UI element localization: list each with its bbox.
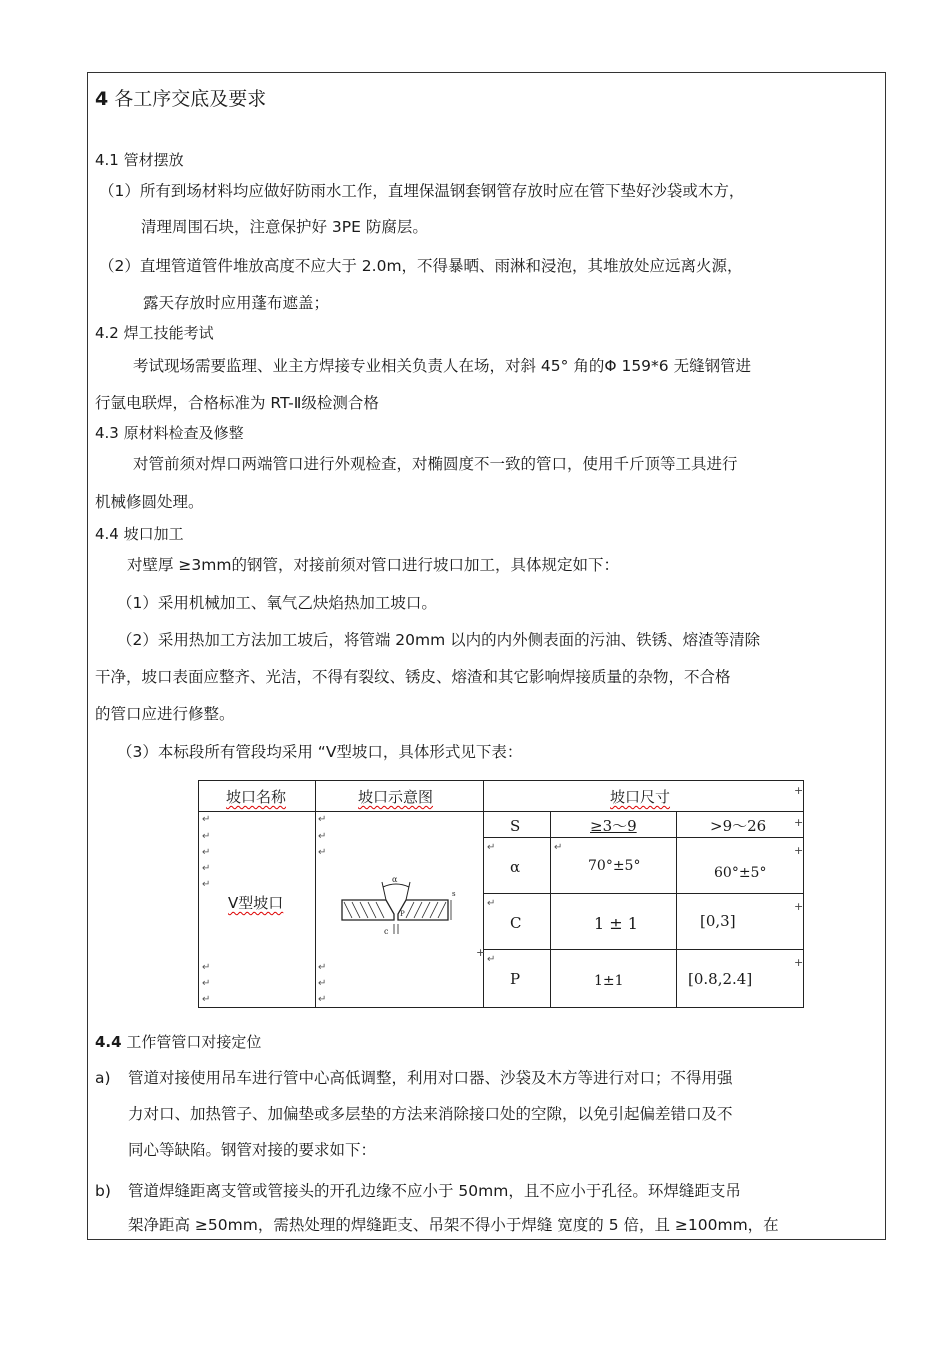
paragraph-4-2b: 行氩电联焊，合格标准为 RT-Ⅱ级检测合格 bbox=[95, 394, 379, 412]
list-marker-b: b) bbox=[95, 1182, 111, 1200]
subsection-title-4-1: 4.1 管材摆放 bbox=[95, 151, 184, 169]
para-mark: ↵ bbox=[318, 962, 327, 973]
table-edge-mark: + bbox=[794, 900, 804, 913]
para-mark: ↵ bbox=[318, 847, 327, 858]
table-edge-mark: + bbox=[476, 946, 486, 959]
subsection-title-4-4b bbox=[95, 1032, 261, 1052]
paragraph-a2: 力对口、加热管子、加偏垫或多层垫的方法来消除接口处的空隙，以免引起偏差错口及不 bbox=[128, 1105, 733, 1123]
para-mark: ↵ bbox=[554, 842, 563, 853]
paragraph-4-4-intro: 对壁厚 ≥3mm的钢管，对接前须对管口进行坡口加工，具体规定如下： bbox=[127, 556, 619, 574]
para-mark: ↵ bbox=[202, 847, 211, 858]
diagram-label-s: s bbox=[452, 890, 456, 898]
subsection-number: 4.4 bbox=[95, 1033, 122, 1051]
v-groove-diagram bbox=[336, 876, 456, 940]
para-mark: ↵ bbox=[202, 831, 211, 842]
paragraph-4-3a: 对管前须对焊口两端管口进行外观检查，对椭圆度不一致的管口，使用千斤顶等工具进行 bbox=[133, 455, 738, 473]
table-header-diagram: 坡口示意图 bbox=[358, 788, 434, 806]
section-heading bbox=[95, 89, 266, 109]
section-title: 各工序交底及要求 bbox=[114, 88, 267, 110]
paragraph-4-1-2a: （2）直埋管道管件堆放高度不应大于 2.0m，不得暴晒、雨淋和浸泡，其堆放处应远离火源， bbox=[99, 257, 743, 275]
value-p-b: [0.8,2.4] bbox=[688, 970, 753, 988]
table-edge-mark: + bbox=[794, 784, 804, 797]
paragraph-4-4-item2a: （2）采用热加工方法加工坡后，将管端 20mm 以内的内外侧表面的污油、铁锈、熔渣等清除 bbox=[117, 631, 761, 649]
param-c: C bbox=[510, 914, 522, 932]
subsection-title-4-4: 4.4 坡口加工 bbox=[95, 525, 184, 543]
value-c-b: [0,3] bbox=[700, 912, 736, 930]
param-alpha: α bbox=[510, 858, 521, 876]
value-s-a: ≥3～9 bbox=[590, 817, 637, 835]
table-header-size: 坡口尺寸 bbox=[610, 788, 671, 806]
paragraph-4-1-2b: 露天存放时应用蓬布遮盖； bbox=[143, 294, 330, 312]
paragraph-4-3b: 机械修圆处理。 bbox=[95, 493, 204, 511]
para-mark: ↵ bbox=[202, 879, 211, 890]
param-p: P bbox=[510, 970, 521, 988]
section-number: 4 bbox=[95, 88, 109, 110]
paragraph-4-4-item2c: 的管口应进行修整。 bbox=[95, 705, 235, 723]
diagram-label-c: c bbox=[384, 927, 389, 936]
list-marker-a: a) bbox=[95, 1069, 111, 1087]
paragraph-a3: 同心等缺陷。钢管对接的要求如下： bbox=[128, 1141, 377, 1159]
paragraph-4-1-1a: （1）所有到场材料均应做好防雨水工作，直埋保温钢套钢管存放时应在管下垫好沙袋或木方， bbox=[99, 182, 745, 200]
table-header-name: 坡口名称 bbox=[226, 788, 287, 806]
para-mark: ↵ bbox=[487, 954, 496, 965]
value-c-a: 1 ± 1 bbox=[594, 914, 638, 933]
paragraph-4-4-item3: （3）本标段所有管段均采用 “V型坡口，具体形式见下表： bbox=[117, 743, 523, 761]
para-mark: ↵ bbox=[202, 978, 211, 989]
diagram-label-p: P bbox=[400, 910, 405, 918]
subsection-title-text: 工作管管口对接定位 bbox=[126, 1033, 262, 1051]
value-s-b: >9～26 bbox=[710, 817, 767, 835]
groove-table bbox=[198, 780, 804, 1008]
groove-name: V型坡口 bbox=[228, 894, 284, 912]
table-edge-mark: + bbox=[794, 956, 804, 969]
para-mark: ↵ bbox=[318, 831, 327, 842]
para-mark: ↵ bbox=[202, 814, 211, 825]
document-frame bbox=[87, 72, 886, 1240]
paragraph-4-2a: 考试现场需要监理、业主方焊接专业相关负责人在场，对斜 45° 角的Φ 159*6 无缝钢管进 bbox=[133, 357, 752, 375]
subsection-title-4-3: 4.3 原材料检查及修整 bbox=[95, 424, 244, 442]
para-mark: ↵ bbox=[318, 814, 327, 825]
para-mark: ↵ bbox=[318, 994, 327, 1005]
paragraph-b1: 管道焊缝距离支管或管接头的开孔边缘不应小于 50mm，且不应小于孔径。环焊缝距支吊 bbox=[128, 1182, 741, 1200]
paragraph-a1: 管道对接使用吊车进行管中心高低调整，利用对口器、沙袋及木方等进行对口；不得用强 bbox=[128, 1069, 733, 1087]
para-mark: ↵ bbox=[318, 978, 327, 989]
param-s: S bbox=[510, 817, 521, 835]
table-edge-mark: + bbox=[794, 844, 804, 857]
value-alpha-a: 70°±5° bbox=[588, 858, 641, 874]
table-edge-mark: + bbox=[794, 816, 804, 829]
paragraph-4-4-item2b: 干净，坡口表面应整齐、光洁，不得有裂纹、锈皮、熔渣和其它影响焊接质量的杂物，不合格 bbox=[95, 668, 731, 686]
para-mark: ↵ bbox=[202, 863, 211, 874]
para-mark: ↵ bbox=[202, 994, 211, 1005]
paragraph-4-1-1b: 清理周围石块，注意保护好 3PE 防腐层。 bbox=[141, 218, 428, 236]
para-mark: ↵ bbox=[202, 962, 211, 973]
subsection-title-4-2: 4.2 焊工技能考试 bbox=[95, 324, 214, 342]
diagram-label-alpha: α bbox=[392, 876, 398, 884]
value-alpha-b: 60°±5° bbox=[714, 865, 767, 881]
paragraph-b2: 架净距高 ≥50mm，需热处理的焊缝距支、吊架不得小于焊缝 宽度的 5 倍，且 ≥100mm，在 bbox=[128, 1216, 779, 1234]
para-mark: ↵ bbox=[487, 842, 496, 853]
value-p-a: 1±1 bbox=[594, 973, 624, 989]
paragraph-4-4-item1: （1）采用机械加工、氧气乙炔焰热加工坡口。 bbox=[117, 594, 437, 612]
para-mark: ↵ bbox=[487, 898, 496, 909]
